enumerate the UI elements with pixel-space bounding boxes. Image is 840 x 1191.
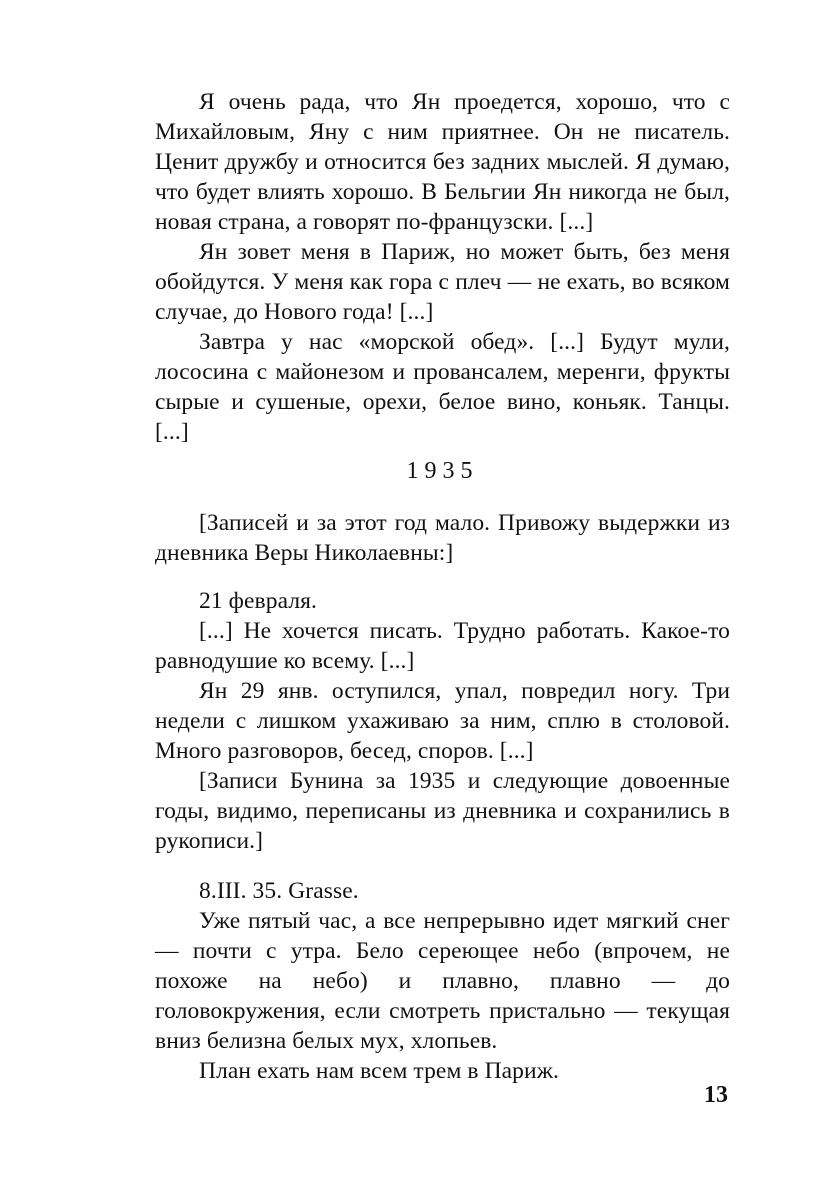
paragraph: Завтра у нас «морской обед». [...] Будут мули, лососина с майонезом и провансалем, меренги, фрукты сырые и сушеные, орехи, белое вино, коньяк. Танцы. [...]: [155, 329, 730, 445]
entry-date: 8.III. 35. Grasse.: [199, 878, 359, 904]
page-number: 13: [704, 1082, 728, 1108]
paragraph: Ян 29 янв. оступился, упал, повредил ногу. Три недели с лишком ухаживаю за ним, сплю в столовой. Много разговоров, бесед, споров. [...]: [155, 678, 730, 764]
paragraph: Ян зовет меня в Париж, но может быть, без меня обойдутся. У меня как гора с плеч — не ехать, во всяком случае, до Нового года! [...]: [155, 239, 730, 325]
editor-note-text: [Записей и за этот год мало. Привожу выдержки из дневника Веры Николаевны:]: [155, 510, 730, 566]
top-section: [155, 87, 730, 447]
editor-note: [155, 766, 730, 856]
paragraph: Уже пятый час, а все непрерывно идет мягкий снег — почти с утра. Бело сереющее небо (впрочем, не похоже на небо) и плавно, плавно — до головокружения, если смотреть пристально — текущая вниз белизна белых мух, хлопьев.: [155, 908, 730, 1054]
entry-date: 21 февраля.: [199, 588, 318, 614]
paragraph: Я очень рада, что Ян проедется, хорошо, что с Михайловым, Яну с ним приятнее. Он не писатель. Ценит дружбу и относится без задних мыслей. Я думаю, что будет влиять хорошо. В Бельгии Ян никогда не был, новая страна, а говорят по-французски. [...]: [155, 89, 730, 235]
paragraph: План ехать нам всем трем в Париж.: [199, 1058, 560, 1084]
diary-entry-march: [155, 876, 730, 1086]
year-heading: 1935: [406, 458, 479, 484]
editor-note-text: [Записи Бунина за 1935 и следующие довоенные годы, видимо, переписаны из дневника и сохранились в рукописи.]: [155, 768, 730, 854]
paragraph: [...] Не хочется писать. Трудно работать. Какое-то равнодушие ко всему. [...]: [155, 618, 730, 674]
editor-note: [155, 508, 730, 568]
diary-entry-feb: [155, 586, 730, 766]
